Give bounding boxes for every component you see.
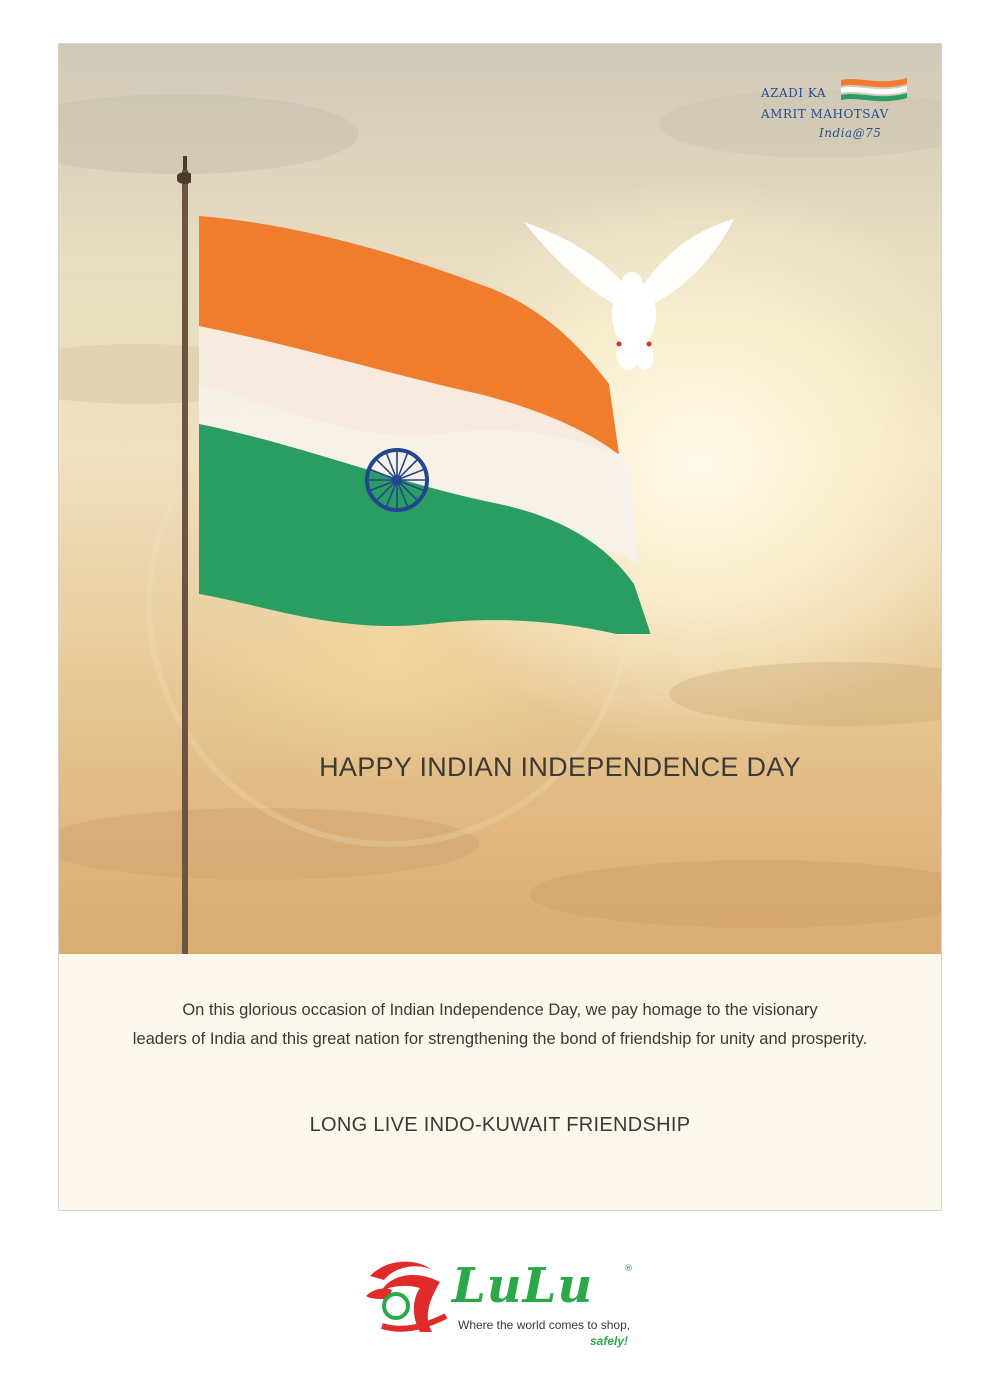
lulu-brand-name: LuLu (452, 1258, 594, 1314)
peace-dove-icon (519, 214, 739, 384)
message-text (73, 996, 927, 1054)
lulu-logo-mark-icon (362, 1256, 452, 1336)
azadi-line-3: India@75 (819, 126, 882, 140)
lulu-tagline: Where the world comes to shop, (458, 1318, 631, 1332)
hero-image (59, 44, 941, 954)
poster-card (58, 43, 942, 1211)
azadi-line-1: AZADI KA (761, 86, 826, 100)
message-line-2: leaders of India and this great nation for strengthening the bond of friendship for unity and prosperity. (132, 1030, 868, 1048)
azadi-ka-amrit-mahotsav-logo (757, 74, 917, 154)
lulu-logo (362, 1256, 642, 1356)
lulu-tagline-emphasis: safely! (590, 1334, 629, 1348)
tricolor-ribbon-icon (839, 76, 909, 104)
headline: HAPPY INDIAN INDEPENDENCE DAY (319, 752, 801, 782)
closing-line: LONG LIVE INDO-KUWAIT FRIENDSHIP (309, 1114, 691, 1136)
azadi-line-2: AMRIT MAHOTSAV (761, 107, 889, 121)
message-panel (59, 954, 941, 1210)
message-line-1: On this glorious occasion of Indian Independence Day, we pay homage to the visionary (182, 1001, 818, 1019)
registered-mark: ® (624, 1264, 633, 1274)
